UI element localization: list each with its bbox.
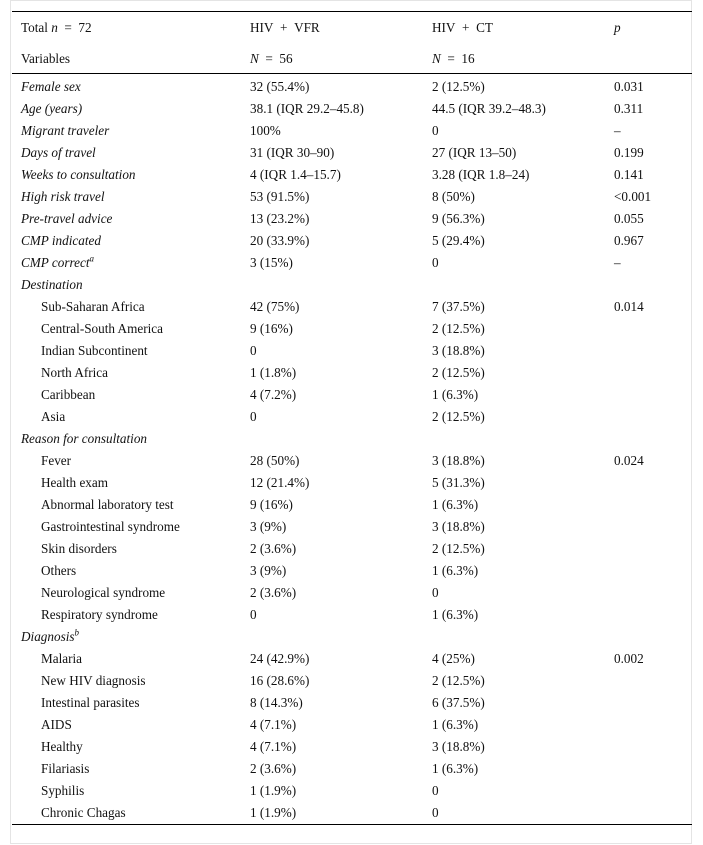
row-label: Filariasis — [41, 761, 90, 776]
table-row — [12, 252, 692, 274]
value-p — [614, 670, 692, 692]
value-p — [614, 406, 692, 428]
value-hiv-vfr: 8 (14.3%) — [250, 695, 303, 710]
header-empty — [614, 44, 692, 74]
value-hiv-ct: 1 (6.3%) — [432, 717, 479, 732]
table-row — [12, 472, 692, 494]
value-hiv-ct: 3.28 (IQR 1.8–24) — [432, 167, 530, 182]
value-hiv-vfr: 2 (3.6%) — [250, 541, 297, 556]
value-hiv-vfr: 28 (50%) — [250, 453, 300, 468]
value-hiv-vfr: 20 (33.9%) — [250, 233, 310, 248]
value-p — [614, 802, 692, 825]
value-p: – — [614, 255, 621, 270]
section-header-row — [12, 274, 692, 296]
table-row — [12, 648, 692, 670]
row-label: Central-South America — [41, 321, 163, 336]
value-p: – — [614, 123, 621, 138]
value-p — [614, 340, 692, 362]
value-p: 0.199 — [614, 145, 644, 160]
row-label: Weeks to consultation — [21, 167, 136, 182]
row-label: Healthy — [41, 739, 83, 754]
value-p: 0.967 — [614, 233, 644, 248]
value-hiv-ct: 1 (6.3%) — [432, 387, 479, 402]
row-label: Health exam — [41, 475, 109, 490]
value-hiv-ct: 1 (6.3%) — [432, 497, 479, 512]
value-p — [614, 736, 692, 758]
value-hiv-ct: 5 (29.4%) — [432, 233, 485, 248]
value-p — [614, 560, 692, 582]
table-row — [12, 450, 692, 472]
value-p — [614, 516, 692, 538]
table-row — [12, 230, 692, 252]
footnote-marker: a — [89, 253, 94, 264]
row-label: Abnormal laboratory test — [41, 497, 174, 512]
header-total-n: Total n = 72 — [21, 20, 92, 35]
value-hiv-vfr: 1 (1.8%) — [250, 365, 297, 380]
value-p — [614, 758, 692, 780]
value-p — [614, 604, 692, 626]
value-hiv-vfr: 3 (15%) — [250, 255, 293, 270]
value-hiv-vfr: 32 (55.4%) — [250, 79, 310, 94]
value-hiv-vfr: 53 (91.5%) — [250, 189, 310, 204]
value-hiv-vfr: 1 (1.9%) — [250, 783, 297, 798]
value-hiv-ct: 6 (37.5%) — [432, 695, 485, 710]
row-label: New HIV diagnosis — [41, 673, 146, 688]
section-header-row — [12, 428, 692, 450]
row-label: Syphilis — [41, 783, 85, 798]
header-variables: Variables — [21, 50, 71, 66]
value-p: <0.001 — [614, 189, 652, 204]
value-hiv-vfr: 2 (3.6%) — [250, 585, 297, 600]
row-label: North Africa — [41, 365, 109, 380]
table-row — [12, 98, 692, 120]
value-hiv-ct: 8 (50%) — [432, 189, 475, 204]
row-label: Neurological syndrome — [41, 585, 166, 600]
row-label: Indian Subcontinent — [41, 343, 148, 358]
value-hiv-vfr: 0 — [250, 607, 257, 622]
row-label: Female sex — [21, 79, 81, 94]
section-header-row — [12, 626, 692, 648]
table-row — [12, 384, 692, 406]
value-hiv-vfr: 100% — [250, 123, 281, 138]
value-p — [614, 318, 692, 340]
value-p: 0.141 — [614, 167, 644, 182]
table-row — [12, 670, 692, 692]
value-hiv-ct: 3 (18.8%) — [432, 343, 485, 358]
section-title: Diagnosis$^b$ — [21, 627, 79, 644]
value-p: 0.311 — [614, 101, 644, 116]
table-row — [12, 604, 692, 626]
value-p: 0.002 — [614, 651, 644, 666]
table-row — [12, 736, 692, 758]
value-hiv-vfr: 1 (1.9%) — [250, 805, 297, 820]
value-p — [614, 582, 692, 604]
row-label: Sub-Saharan Africa — [41, 299, 145, 314]
value-hiv-vfr: 3 (9%) — [250, 519, 287, 534]
table-row — [12, 758, 692, 780]
value-hiv-ct: 1 (6.3%) — [432, 761, 479, 776]
table-row — [12, 74, 692, 99]
value-p — [614, 692, 692, 714]
value-p — [614, 714, 692, 736]
table-row — [12, 714, 692, 736]
value-hiv-vfr: 9 (16%) — [250, 321, 293, 336]
value-hiv-ct: 0 — [432, 805, 439, 820]
header-hiv-ct: HIV + CT — [432, 20, 493, 35]
value-hiv-ct: 2 (12.5%) — [432, 409, 485, 424]
value-hiv-vfr: 9 (16%) — [250, 497, 293, 512]
value-hiv-ct: 44.5 (IQR 39.2–48.3) — [432, 101, 546, 116]
row-label: Age (years) — [21, 101, 83, 116]
value-p: 0.014 — [614, 299, 644, 314]
value-hiv-vfr: 4 (7.1%) — [250, 739, 297, 754]
value-hiv-ct: 0 — [432, 255, 439, 270]
header-row-1 — [12, 12, 692, 45]
table-row — [12, 406, 692, 428]
value-hiv-ct: 2 (12.5%) — [432, 541, 485, 556]
row-label: Malaria — [41, 651, 83, 666]
row-label: Days of travel — [21, 145, 96, 160]
value-hiv-ct: 5 (31.3%) — [432, 475, 485, 490]
value-hiv-ct: 2 (12.5%) — [432, 365, 485, 380]
value-hiv-vfr: 42 (75%) — [250, 299, 300, 314]
value-hiv-ct: 9 (56.3%) — [432, 211, 485, 226]
value-hiv-vfr: 31 (IQR 30–90) — [250, 145, 335, 160]
row-label: High risk travel — [21, 189, 105, 204]
row-label: Respiratory syndrome — [41, 607, 158, 622]
table-row — [12, 340, 692, 362]
table-row — [12, 186, 692, 208]
value-hiv-vfr: 4 (IQR 1.4–15.7) — [250, 167, 341, 182]
table-row — [12, 780, 692, 802]
value-p: 0.055 — [614, 211, 644, 226]
value-hiv-ct: 7 (37.5%) — [432, 299, 485, 314]
value-hiv-vfr: 0 — [250, 409, 257, 424]
table-row — [12, 208, 692, 230]
value-hiv-ct: 0 — [432, 783, 439, 798]
value-hiv-ct: 3 (18.8%) — [432, 453, 485, 468]
value-hiv-vfr: 12 (21.4%) — [250, 475, 310, 490]
table-row — [12, 538, 692, 560]
value-hiv-ct: 0 — [432, 585, 439, 600]
row-label: Fever — [41, 453, 72, 468]
table-body — [12, 74, 692, 825]
row-label: Pre-travel advice — [21, 211, 113, 226]
header-row-2 — [12, 44, 692, 74]
footnote-marker: b — [74, 627, 79, 638]
table-row — [12, 296, 692, 318]
value-p — [614, 362, 692, 384]
value-p — [614, 472, 692, 494]
row-label: Migrant traveler — [21, 123, 110, 138]
row-label: Asia — [41, 409, 66, 424]
value-p — [614, 494, 692, 516]
value-hiv-vfr: 13 (23.2%) — [250, 211, 310, 226]
table-row — [12, 692, 692, 714]
value-hiv-vfr: 0 — [250, 343, 257, 358]
results-table — [12, 11, 692, 825]
section-title: Destination — [21, 277, 83, 292]
value-hiv-ct: 1 (6.3%) — [432, 563, 479, 578]
value-hiv-ct: 0 — [432, 123, 439, 138]
value-hiv-ct: 2 (12.5%) — [432, 673, 485, 688]
value-p — [614, 780, 692, 802]
value-hiv-vfr: 24 (42.9%) — [250, 651, 310, 666]
value-p — [614, 384, 692, 406]
table-header — [12, 12, 692, 74]
header-n-ct: N = 16 — [432, 50, 475, 66]
row-label: Gastrointestinal syndrome — [41, 519, 180, 534]
row-label: Chronic Chagas — [41, 805, 126, 820]
header-p: p — [614, 20, 621, 35]
value-hiv-ct: 27 (IQR 13–50) — [432, 145, 517, 160]
table-row — [12, 362, 692, 384]
value-hiv-vfr: 4 (7.1%) — [250, 717, 297, 732]
row-label: Caribbean — [41, 387, 96, 402]
value-hiv-ct: 3 (18.8%) — [432, 739, 485, 754]
header-hiv-vfr: HIV + VFR — [250, 20, 320, 35]
value-hiv-vfr: 38.1 (IQR 29.2–45.8) — [250, 101, 364, 116]
value-hiv-ct: 2 (12.5%) — [432, 79, 485, 94]
row-label: Intestinal parasites — [41, 695, 140, 710]
value-hiv-vfr: 2 (3.6%) — [250, 761, 297, 776]
row-label: Others — [41, 563, 77, 578]
table-row — [12, 164, 692, 186]
value-p: 0.031 — [614, 79, 644, 94]
row-label: Skin disorders — [41, 541, 117, 556]
table-row — [12, 560, 692, 582]
table-row — [12, 120, 692, 142]
value-p: 0.024 — [614, 453, 644, 468]
value-hiv-ct: 1 (6.3%) — [432, 607, 479, 622]
table-row — [12, 582, 692, 604]
table-row — [12, 494, 692, 516]
row-label: CMP indicated — [21, 233, 101, 248]
value-hiv-ct: 3 (18.8%) — [432, 519, 485, 534]
value-hiv-ct: 2 (12.5%) — [432, 321, 485, 336]
value-hiv-vfr: 4 (7.2%) — [250, 387, 297, 402]
row-label: AIDS — [41, 717, 72, 732]
section-title: Reason for consultation — [21, 431, 148, 446]
header-n-vfr: N = 56 — [250, 50, 293, 66]
value-p — [614, 538, 692, 560]
table-row — [12, 802, 692, 825]
table-row — [12, 516, 692, 538]
value-hiv-vfr: 16 (28.6%) — [250, 673, 310, 688]
row-label: CMP correct$^a$ — [21, 253, 94, 270]
table-row — [12, 318, 692, 340]
value-hiv-ct: 4 (25%) — [432, 651, 475, 666]
table-row — [12, 142, 692, 164]
value-hiv-vfr: 3 (9%) — [250, 563, 287, 578]
